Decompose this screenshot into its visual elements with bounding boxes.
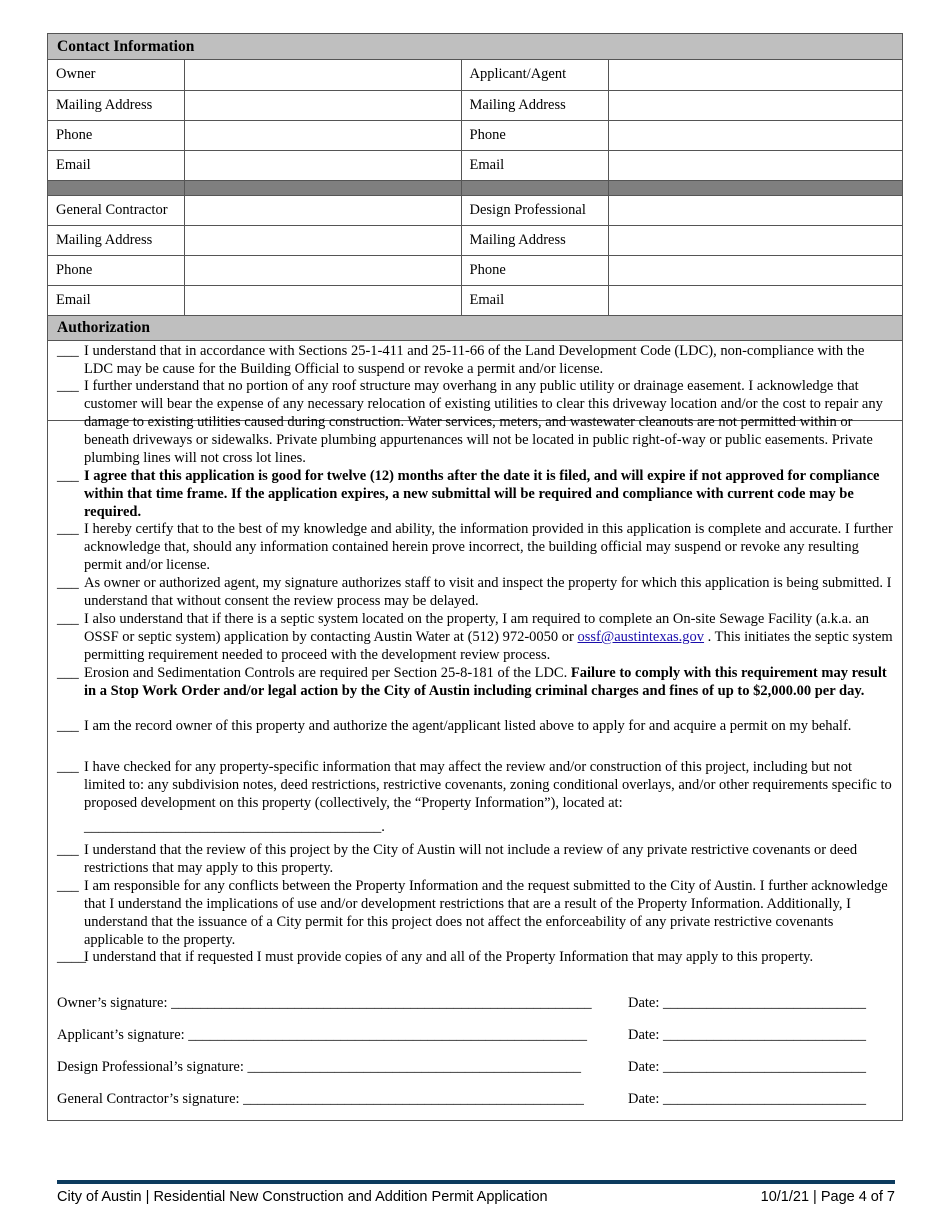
- applicant-signature-line[interactable]: Applicant’s signature: _______________________________________________________: [57, 1027, 588, 1043]
- owner-phone-label: Phone: [48, 120, 184, 150]
- applicant-mailing-address-label: Mailing Address: [461, 90, 608, 120]
- statement-text: I understand that the review of this project by the City of Austin will not include a review of any private restrictive covenants or deed restrictions that may apply to this property.: [84, 842, 858, 876]
- statement-review-scope: [57, 841, 895, 877]
- statement-warning: Failure to comply with this requirement may result in a Stop Work Order and/or legal action by the City of Austin including criminal charges and fines of up to $2,000.00 per day.: [84, 665, 887, 699]
- ossf-email-link[interactable]: ossf@austintexas.gov: [577, 629, 705, 645]
- applicant-mailing-address-field[interactable]: [608, 90, 902, 120]
- table-row: [48, 60, 902, 90]
- applicant-email-label: Email: [461, 150, 608, 180]
- authorization-section: [47, 340, 903, 1121]
- statement-text: I understand that if requested I must provide copies of any and all of the Property Information that may apply to this property.: [84, 949, 814, 965]
- applicant-email-field[interactable]: [608, 150, 902, 180]
- table-row: [48, 225, 902, 255]
- statement-text-continued: . This initiates the septic system permitting requirement needed to proceed with the development review process.: [84, 629, 893, 663]
- statement-text: I am responsible for any conflicts between the Property Information and the request submitted to the City of Austin. I further acknowledge that I understand the implications of use and/or development restrictions that are a result of the Property Information. Additionally, I understand that the issuance of a City permit for this project does not affect the enforceability of any private restrictive covenants applicable to the property.: [84, 878, 888, 948]
- statement-text: Erosion and Sedimentation Controls are required per Section 25-8-181 of the LDC.: [84, 665, 568, 681]
- contractor-mailing-address-field[interactable]: [184, 225, 461, 255]
- initial-blank[interactable]: ___: [57, 718, 79, 734]
- initial-blank[interactable]: ___: [57, 343, 79, 359]
- general-contractor-signature-line[interactable]: General Contractor’s signature: _______________________________________________: [57, 1091, 584, 1107]
- statement-certify: [57, 520, 895, 574]
- separator-row: [48, 180, 902, 195]
- initial-blank[interactable]: ___: [57, 842, 79, 858]
- applicant-signature-row: [57, 1027, 895, 1045]
- applicant-phone-field[interactable]: [608, 120, 902, 150]
- designer-email-label: Email: [461, 285, 608, 315]
- initial-blank[interactable]: ___: [57, 611, 79, 627]
- designer-mailing-address-field[interactable]: [608, 225, 902, 255]
- contractor-phone-label: Phone: [48, 255, 184, 285]
- statement-expiration: [57, 467, 895, 521]
- initial-blank[interactable]: ___: [57, 521, 79, 537]
- design-professional-field[interactable]: [608, 195, 902, 225]
- statement-septic: [57, 610, 895, 664]
- statement-text: I have checked for any property-specific information that may affect the review and/or construction of this project, including but not limited to: any subdivision notes, deed restrictions, restrictive covenants, zoning conditional overlays, and/or other requirements specific to proposed development on this property (collectively, the “Property Information”), located at:: [84, 759, 892, 811]
- statement-property-information: [57, 758, 895, 836]
- authorization-header: Authorization: [47, 315, 903, 341]
- initial-blank[interactable]: ____: [57, 949, 86, 965]
- initial-blank[interactable]: ___: [57, 759, 79, 775]
- initial-blank[interactable]: ___: [57, 575, 79, 591]
- table-row: [48, 255, 902, 285]
- owner-signature-line[interactable]: Owner’s signature: __________________________________________________________: [57, 995, 592, 1011]
- statement-text: I am the record owner of this property and authorize the agent/applicant listed above to apply for and acquire a permit on my behalf.: [84, 718, 852, 734]
- general-contractor-field[interactable]: [184, 195, 461, 225]
- contractor-mailing-address-label: Mailing Address: [48, 225, 184, 255]
- applicant-phone-label: Phone: [461, 120, 608, 150]
- initial-blank[interactable]: ___: [57, 468, 79, 484]
- contact-table: [48, 60, 902, 316]
- footer-title: City of Austin | Residential New Construction and Addition Permit Application: [57, 1189, 548, 1205]
- table-row: [48, 120, 902, 150]
- designer-phone-field[interactable]: [608, 255, 902, 285]
- property-location-blank[interactable]: _________________________________________.: [84, 819, 385, 835]
- table-row: [48, 195, 902, 225]
- statement-text: As owner or authorized agent, my signature authorizes staff to visit and inspect the property for which this application is being submitted. I understand that without consent the review process may be delayed.: [84, 575, 892, 609]
- owner-mailing-address-field[interactable]: [184, 90, 461, 120]
- statement-text: I further understand that no portion of any roof structure may overhang in any public utility or drainage easement. I acknowledge that customer will bear the expense of any necessary relocation of existing utilities to clear this driveway location and/or the cost to repair any damage to existing utilities caused during construction. Water services, meters, and wastewater cleanouts are not permitted within or beneath driveways or sidewalks. Private plumbing appurtenances will not be located in public right-of-way or public easements. Private plumbing lines will not cross lot lines.: [84, 378, 883, 466]
- applicant-agent-field[interactable]: [608, 60, 902, 90]
- general-contractor-date-line[interactable]: Date: ____________________________: [628, 1091, 867, 1107]
- statement-text: I agree that this application is good for twelve (12) months after the date it is filed, and will expire if not approved for compliance within that time frame. If the application expires, a new submittal will be required and compliance with current code may be required.: [84, 468, 880, 520]
- statement-record-owner: [57, 717, 895, 735]
- owner-email-field[interactable]: [184, 150, 461, 180]
- general-contractor-label: General Contractor: [48, 195, 184, 225]
- statement-erosion: [57, 664, 895, 700]
- owner-field[interactable]: [184, 60, 461, 90]
- footer-page-info: 10/1/21 | Page 4 of 7: [760, 1189, 895, 1205]
- statement-easement: [57, 377, 895, 467]
- contractor-email-label: Email: [48, 285, 184, 315]
- owner-email-label: Email: [48, 150, 184, 180]
- applicant-agent-label: Applicant/Agent: [461, 60, 608, 90]
- statement-text: I understand that in accordance with Sections 25-1-411 and 25-11-66 of the Land Development Code (LDC), non-compliance with the LDC may be cause for the Building Official to suspend or revoke a permit and/or license.: [84, 343, 865, 377]
- owner-date-line[interactable]: Date: ____________________________: [628, 995, 867, 1011]
- initial-blank[interactable]: ___: [57, 878, 79, 894]
- owner-phone-field[interactable]: [184, 120, 461, 150]
- owner-label: Owner: [48, 60, 184, 90]
- statement-text: I hereby certify that to the best of my knowledge and ability, the information provided in this application is complete and accurate. I further acknowledge that, should any information contained herein prove incorrect, the building official may suspend or revoke any resulting permit and/or license.: [84, 521, 893, 573]
- design-professional-signature-line[interactable]: Design Professional’s signature: ______________________________________________: [57, 1059, 581, 1075]
- owner-mailing-address-label: Mailing Address: [48, 90, 184, 120]
- footer-rule: [57, 1180, 895, 1184]
- design-professional-date-line[interactable]: Date: ____________________________: [628, 1059, 867, 1075]
- table-row: [48, 285, 902, 315]
- statement-conflicts: [57, 877, 895, 949]
- statement-ldc-compliance: [57, 342, 895, 378]
- contractor-phone-field[interactable]: [184, 255, 461, 285]
- applicant-date-line[interactable]: Date: ____________________________: [628, 1027, 867, 1043]
- designer-phone-label: Phone: [461, 255, 608, 285]
- general-contractor-signature-row: [57, 1091, 895, 1109]
- designer-mailing-address-label: Mailing Address: [461, 225, 608, 255]
- contact-information-header: Contact Information: [48, 34, 902, 60]
- contractor-email-field[interactable]: [184, 285, 461, 315]
- statement-inspection: [57, 574, 895, 610]
- owner-signature-row: [57, 995, 895, 1013]
- initial-blank[interactable]: ___: [57, 665, 79, 681]
- designer-email-field[interactable]: [608, 285, 902, 315]
- design-professional-label: Design Professional: [461, 195, 608, 225]
- initial-blank[interactable]: ___: [57, 378, 79, 394]
- statement-provide-copies: [57, 948, 895, 966]
- table-row: [48, 90, 902, 120]
- table-row: [48, 150, 902, 180]
- statement-text: I also understand that if there is a septic system located on the property, I am required to complete an On-site Sewage Facility (a.k.a. an OSSF or septic system) application by contacting Austin Water at (512) 972-0050 or: [84, 611, 870, 645]
- design-professional-signature-row: [57, 1059, 895, 1077]
